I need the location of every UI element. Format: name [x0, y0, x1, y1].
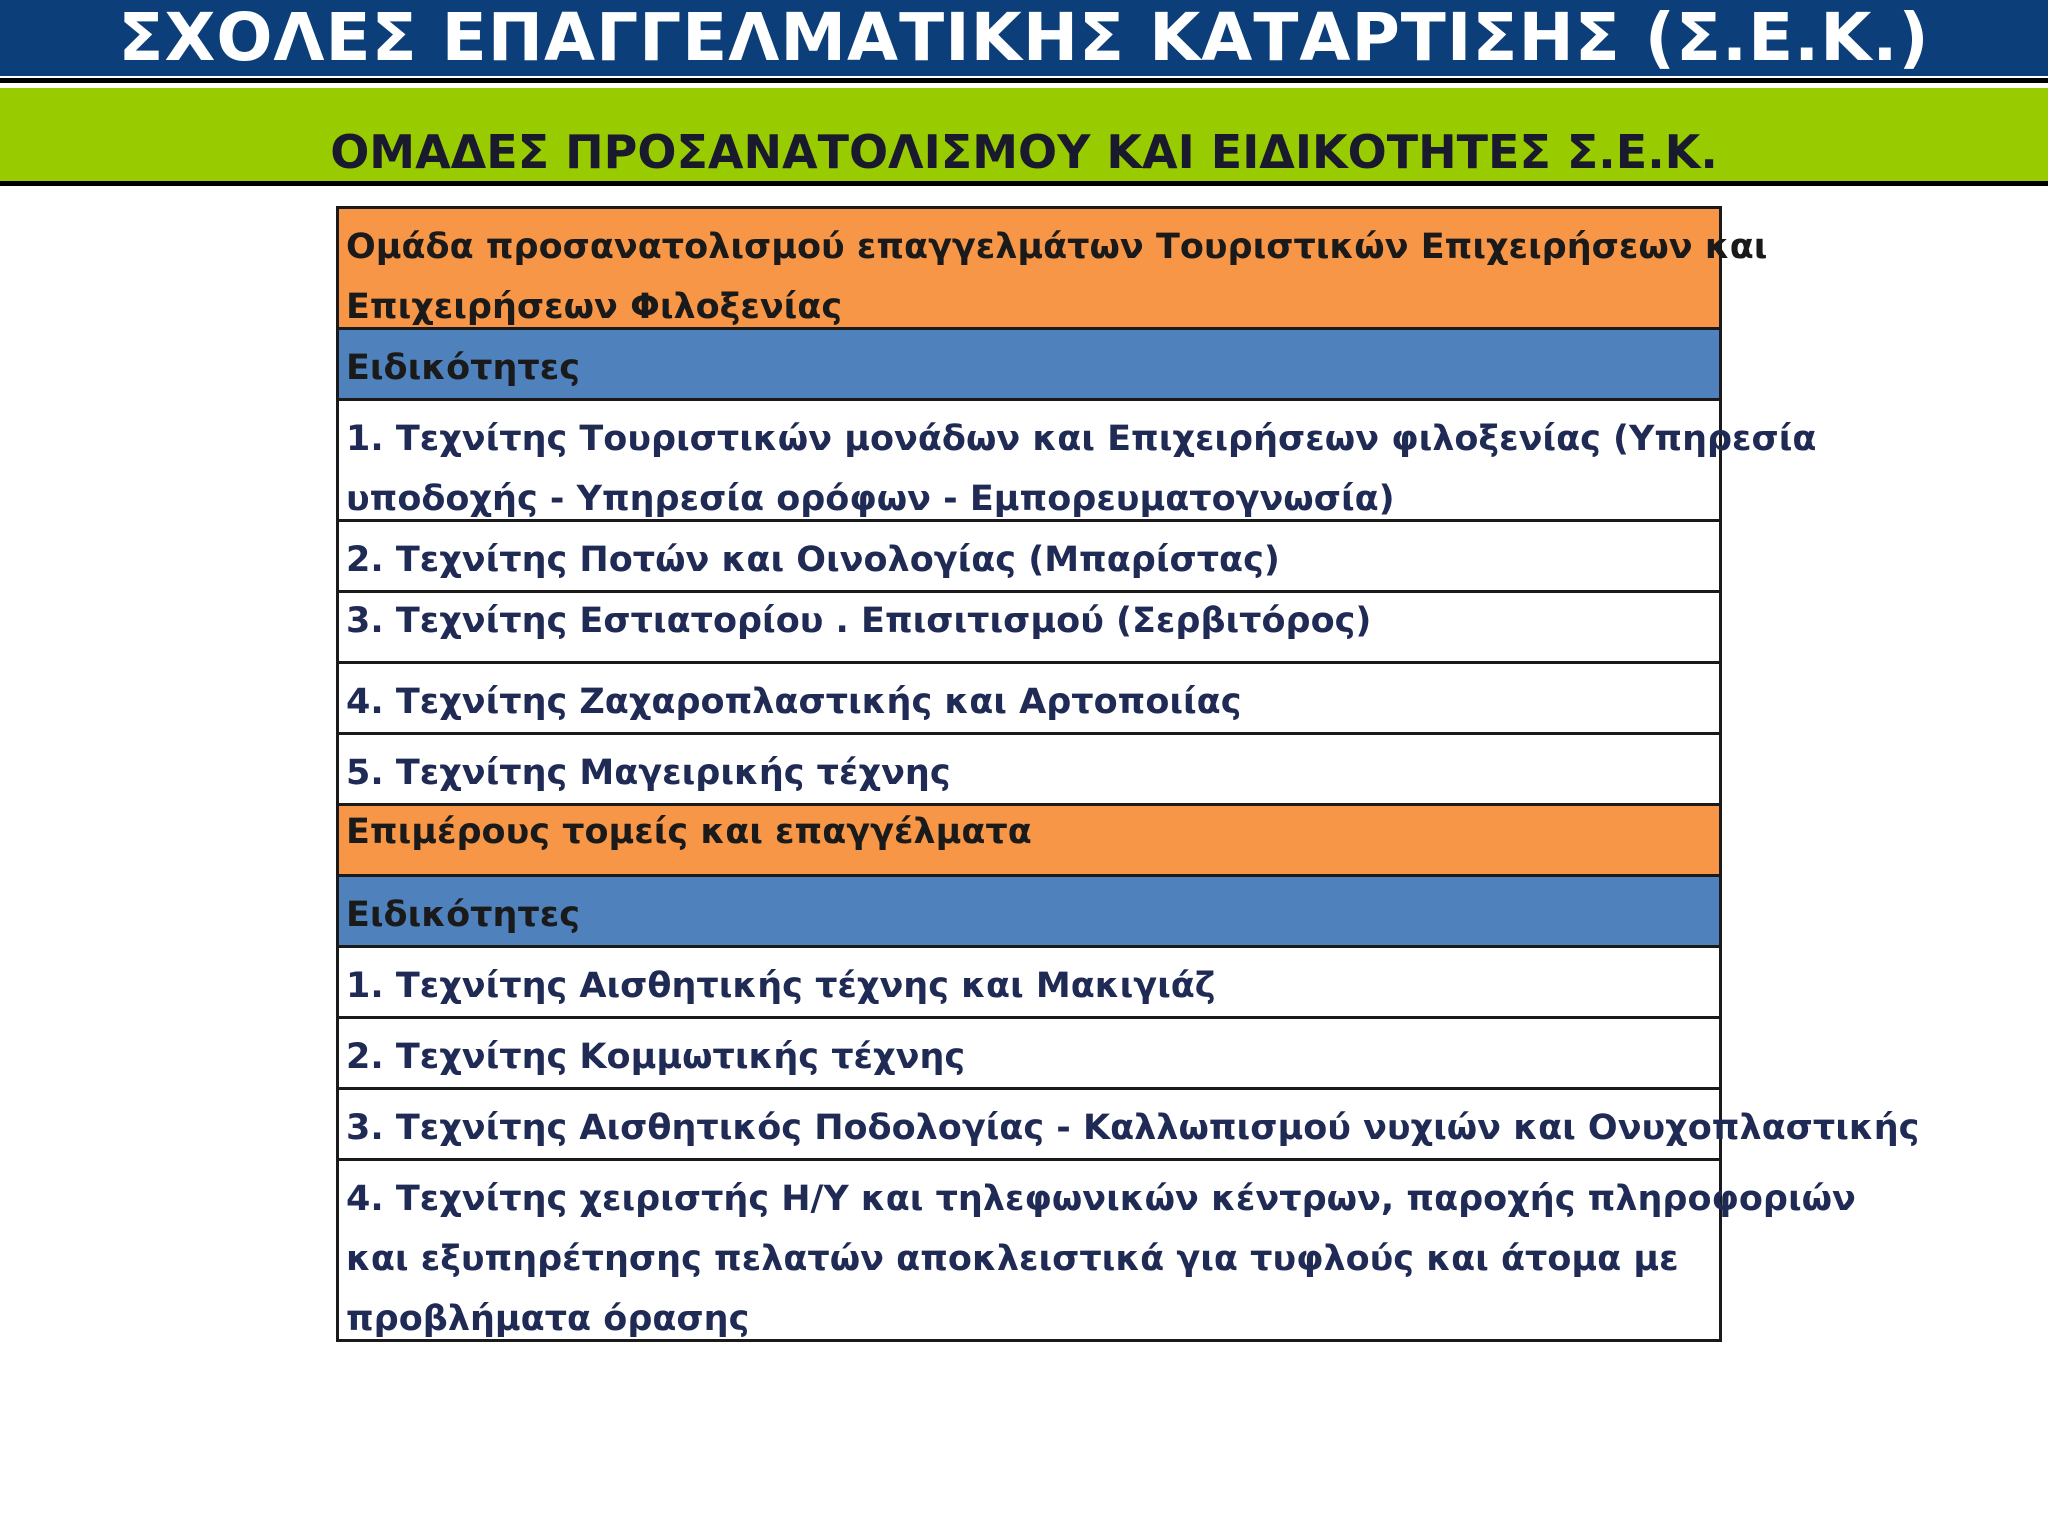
specialties-table: [336, 206, 1920, 1342]
group-header-subsectors: [339, 806, 1719, 877]
specialty-text: 4. Τεχνίτης χειριστής Η/Υ και τηλεφωνικών κέντρων, παροχής πληροφοριών: [346, 1179, 1856, 1219]
specialty-row: [339, 948, 1719, 1019]
page-title: ΣΧΟΛΕΣ ΕΠΑΓΓΕΛΜΑΤΙΚΗΣ ΚΑΤΑΡΤΙΣΗΣ (Σ.Ε.Κ.): [0, 0, 2048, 76]
specialty-text: προβλήματα όρασης: [346, 1299, 750, 1339]
specialty-text: 2. Τεχνίτης Ποτών και Οινολογίας (Μπαρίστας): [346, 540, 1280, 580]
page-subtitle: ΟΜΑΔΕΣ ΠΡΟΣΑΝΑΤΟΛΙΣΜΟΥ ΚΑΙ ΕΙΔΙΚΟΤΗΤΕΣ Σ.Ε.Κ.: [330, 125, 1718, 179]
specialty-text: 3. Τεχνίτης Αισθητικός Ποδολογίας - Καλλωπισμού νυχιών και Ονυχοπλαστικής: [346, 1108, 1920, 1148]
specialty-text: 5. Τεχνίτης Μαγειρικής τέχνης: [346, 753, 951, 793]
specialties-label-row: [339, 877, 1719, 948]
specialty-row: [339, 735, 1719, 806]
specialty-row: [339, 401, 1817, 522]
group-header-tourism: [339, 209, 1768, 330]
specialty-text: 1. Τεχνίτης Αισθητικής τέχνης και Μακιγιάζ: [346, 966, 1216, 1006]
specialty-row: [339, 593, 1719, 664]
specialties-label-row: [339, 330, 1719, 401]
specialty-text: 1. Τεχνίτης Τουριστικών μονάδων και Επιχειρήσεων φιλοξενίας (Υπηρεσία: [346, 419, 1817, 459]
group-header-line: Επιχειρήσεων Φιλοξενίας: [346, 287, 843, 327]
specialty-row: [339, 1090, 1920, 1161]
specialty-text: 2. Τεχνίτης Κομμωτικής τέχνης: [346, 1037, 966, 1077]
group-header-line: Ομάδα προσανατολισμού επαγγελμάτων Τουριστικών Επιχειρήσεων και: [346, 227, 1768, 267]
specialties-label: Ειδικότητες: [346, 348, 580, 388]
specialty-text: υποδοχής - Υπηρεσία ορόφων - Εμπορευματογνωσία): [346, 479, 1395, 519]
specialty-text: 3. Τεχνίτης Εστιατορίου . Επισιτισμού (Σερβιτόρος): [346, 601, 1372, 641]
specialty-row: [339, 1161, 1856, 1339]
specialties-label: Ειδικότητες: [346, 895, 580, 935]
specialty-row: [339, 522, 1719, 593]
specialty-text: και εξυπηρέτησης πελατών αποκλειστικά για τυφλούς και άτομα με: [346, 1239, 1679, 1279]
specialty-row: [339, 664, 1719, 735]
specialty-row: [339, 1019, 1719, 1090]
group-header-line: Επιμέρους τομείς και επαγγέλματα: [346, 812, 1032, 852]
title-divider: [0, 78, 2048, 83]
specialty-text: 4. Τεχνίτης Ζαχαροπλαστικής και Αρτοποιίας: [346, 682, 1242, 722]
